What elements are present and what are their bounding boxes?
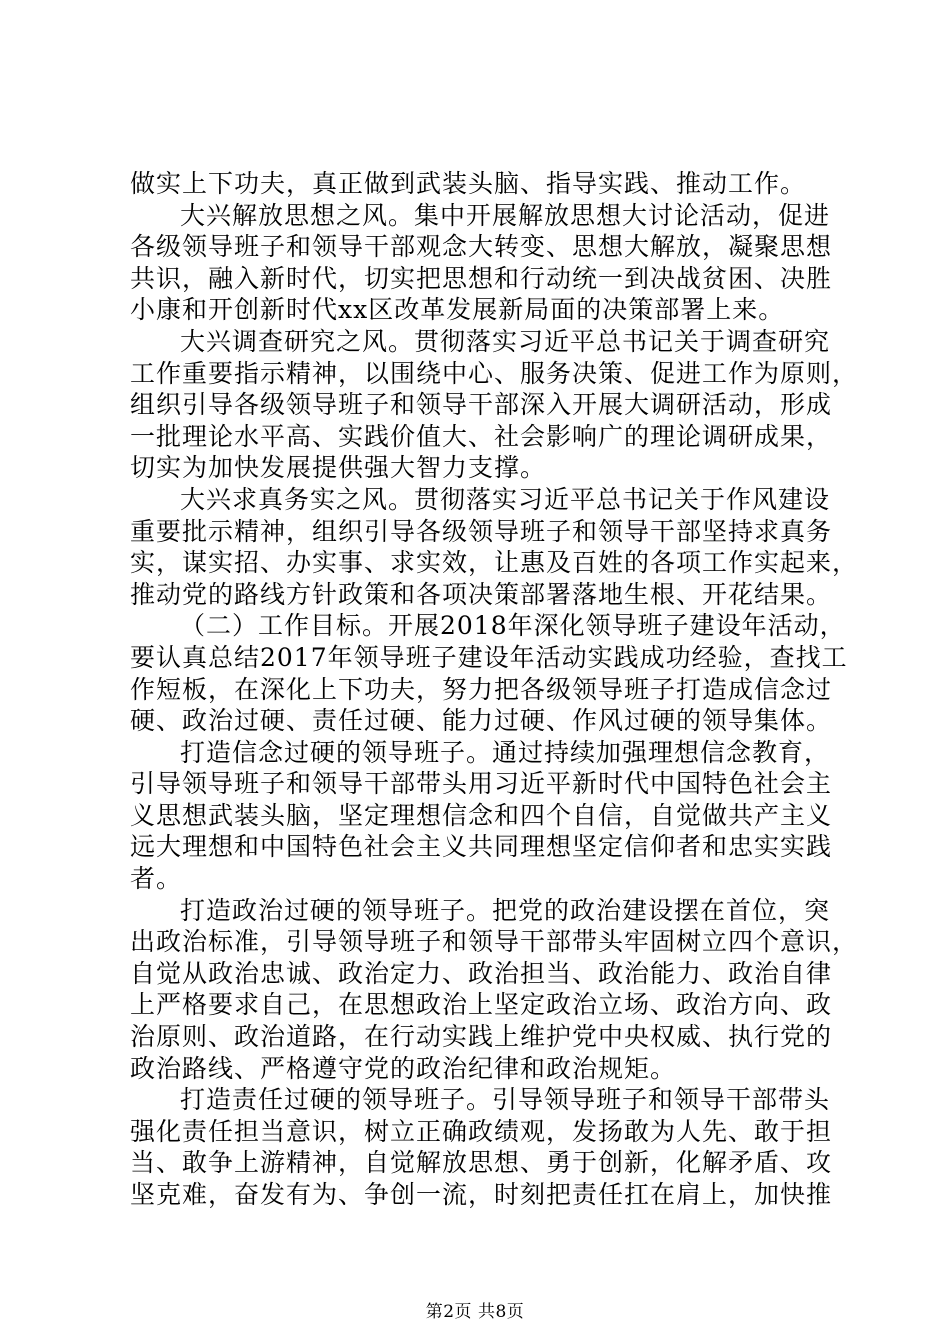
text-line: 推动党的路线方针政策和各项决策部署落地生根、开花结果。	[130, 579, 833, 609]
text-line: 组织引导各级领导班子和领导干部深入开展大调研活动，形成	[130, 390, 833, 420]
text-line: 各级领导班子和领导干部观念大转变、思想大解放，凝聚思想	[130, 232, 833, 262]
text-line: 作短板，在深化上下功夫，努力把各级领导班子打造成信念过	[130, 674, 833, 704]
page-number-footer: 第2页 共8页	[425, 1302, 525, 1322]
text-line: 工作重要指示精神，以围绕中心、服务决策、促进工作为原则，	[130, 358, 859, 388]
text-line: 要认真总结2017年领导班子建设年活动实践成功经验，查找工	[130, 642, 848, 672]
text-line: 实，谋实招、办实事、求实效，让惠及百姓的各项工作实起来，	[130, 548, 859, 578]
text-line: （二）工作目标。开展2018年深化领导班子建设年活动，	[180, 611, 846, 641]
text-line: 小康和开创新时代xx区改革发展新局面的决策部署上来。	[130, 295, 785, 325]
document-body	[130, 168, 859, 1211]
text-line: 治原则、政治道路，在行动实践上维护党中央权威、执行党的	[130, 1022, 833, 1052]
text-line: 引导领导班子和领导干部带头用习近平新时代中国特色社会主	[130, 769, 833, 799]
text-line: 政治路线、严格遵守党的政治纪律和政治规矩。	[130, 1053, 677, 1083]
text-line: 坚克难，奋发有为、争创一流，时刻把责任扛在肩上，加快推	[130, 1180, 833, 1209]
text-line: 共识，融入新时代，切实把思想和行动统一到决战贫困、决胜	[130, 263, 833, 293]
text-line: 大兴调查研究之风。贯彻落实习近平总书记关于调查研究	[180, 326, 831, 356]
text-line: 重要批示精神，组织引导各级领导班子和领导干部坚持求真务	[130, 516, 833, 546]
text-line: 当、敢争上游精神，自觉解放思想、勇于创新，化解矛盾、攻	[130, 1148, 833, 1178]
text-line: 打造信念过硬的领导班子。通过持续加强理想信念教育，	[180, 737, 831, 767]
text-line: 打造政治过硬的领导班子。把党的政治建设摆在首位，突	[180, 895, 831, 925]
text-line: 强化责任担当意识，树立正确政绩观，发扬敢为人先、敢于担	[130, 1116, 833, 1146]
text-line: 者。	[130, 864, 183, 894]
text-line: 大兴求真务实之风。贯彻落实习近平总书记关于作风建设	[180, 484, 831, 514]
text-line: 硬、政治过硬、责任过硬、能力过硬、作风过硬的领导集体。	[130, 706, 833, 736]
text-line: 切实为加快发展提供强大智力支撑。	[130, 453, 547, 483]
text-line: 上严格要求自己，在思想政治上坚定政治立场、政治方向、政	[130, 990, 833, 1020]
text-line: 一批理论水平高、实践价值大、社会影响广的理论调研成果，	[130, 421, 833, 451]
text-line: 出政治标准，引导领导班子和领导干部带头牢固树立四个意识，	[130, 927, 859, 957]
text-line: 义思想武装头脑，坚定理想信念和四个自信，自觉做共产主义	[130, 800, 833, 830]
text-line: 大兴解放思想之风。集中开展解放思想大讨论活动，促进	[180, 200, 831, 230]
text-line: 自觉从政治忠诚、政治定力、政治担当、政治能力、政治自律	[130, 958, 833, 988]
text-line: 远大理想和中国特色社会主义共同理想坚定信仰者和忠实实践	[130, 832, 833, 862]
text-line: 打造责任过硬的领导班子。引导领导班子和领导干部带头	[180, 1085, 831, 1115]
text-line: 做实上下功夫，真正做到武装头脑、指导实践、推动工作。	[130, 169, 807, 198]
